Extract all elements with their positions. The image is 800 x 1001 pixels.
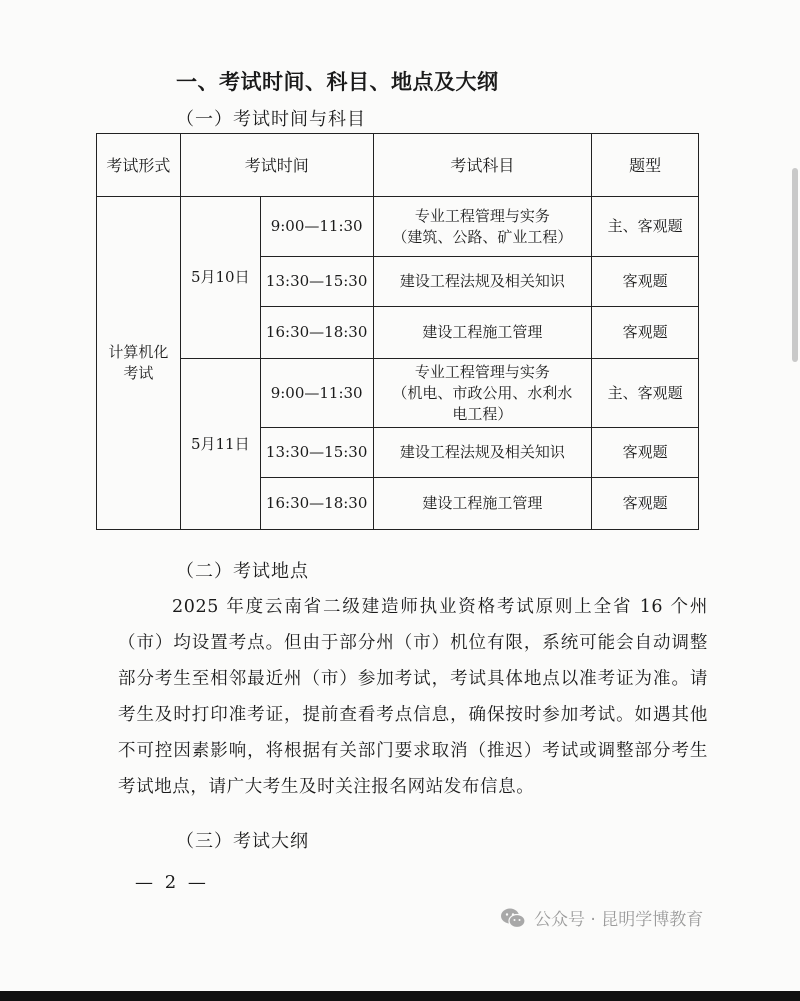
scrollbar-thumb[interactable] [792, 168, 798, 362]
account-watermark [500, 905, 703, 930]
exam-date-cell: 5月10日 [180, 197, 260, 359]
subject-cell: 建设工程法规及相关知识 [373, 428, 592, 478]
exam-form-cell: 计算机化 考试 [97, 197, 181, 530]
subsection-title-time-subjects: （一）考试时间与科目 [176, 109, 366, 130]
header-exam-time: 考试时间 [180, 134, 373, 197]
subject-cell: 专业工程管理与实务 （建筑、公路、矿业工程） [373, 197, 592, 257]
type-cell: 客观题 [592, 428, 699, 478]
type-cell: 客观题 [592, 478, 699, 530]
header-question-type: 题型 [592, 134, 699, 197]
location-paragraph: 2025 年度云南省二级建造师执业资格考试原则上全省 16 个州（市）均设置考点。但由于部分州（市）机位有限，系统可能会自动调整部分考生至相邻最近州（市）参加考试，考试具体地点以准考证为准。请考生及时打印准考证，提前查看考点信息，确保按时参加考试。如遇其他不可控因素影响，将根据有关部门要求取消（推迟）考试或调整部分考生考试地点，请广大考生及时关注报名网站发布信息。 [118, 597, 708, 797]
time-cell: 9:00—11:30 [260, 197, 373, 257]
subject-cell: 建设工程施工管理 [373, 307, 592, 359]
subsection-title-location: （二）考试地点 [176, 561, 309, 582]
watermark-text: 公众号 · 昆明学博教育 [534, 910, 704, 930]
wechat-icon [500, 907, 526, 929]
time-cell: 13:30—15:30 [260, 428, 373, 478]
type-cell: 主、客观题 [592, 359, 699, 428]
table-row [97, 359, 699, 428]
type-cell: 客观题 [592, 257, 699, 307]
exam-schedule-table [96, 133, 699, 530]
time-cell: 16:30—18:30 [260, 307, 373, 359]
section-title: 一、考试时间、科目、地点及大纲 [176, 70, 499, 94]
exam-date-cell: 5月11日 [180, 359, 260, 530]
subsection-title-syllabus: （三）考试大纲 [176, 831, 309, 852]
subject-cell: 建设工程法规及相关知识 [373, 257, 592, 307]
type-cell: 主、客观题 [592, 197, 699, 257]
header-exam-form: 考试形式 [97, 134, 181, 197]
time-cell: 16:30—18:30 [260, 478, 373, 530]
subject-cell: 专业工程管理与实务 （机电、市政公用、水利水 电工程） [373, 359, 592, 428]
subject-cell: 建设工程施工管理 [373, 478, 592, 530]
header-exam-subject: 考试科目 [373, 134, 592, 197]
time-cell: 9:00—11:30 [260, 359, 373, 428]
time-cell: 13:30—15:30 [260, 257, 373, 307]
page-number: — 2 — [135, 872, 209, 893]
table-header-row [97, 134, 699, 197]
type-cell: 客观题 [592, 307, 699, 359]
table-row [97, 197, 699, 257]
bottom-edge-bar [0, 991, 800, 1001]
